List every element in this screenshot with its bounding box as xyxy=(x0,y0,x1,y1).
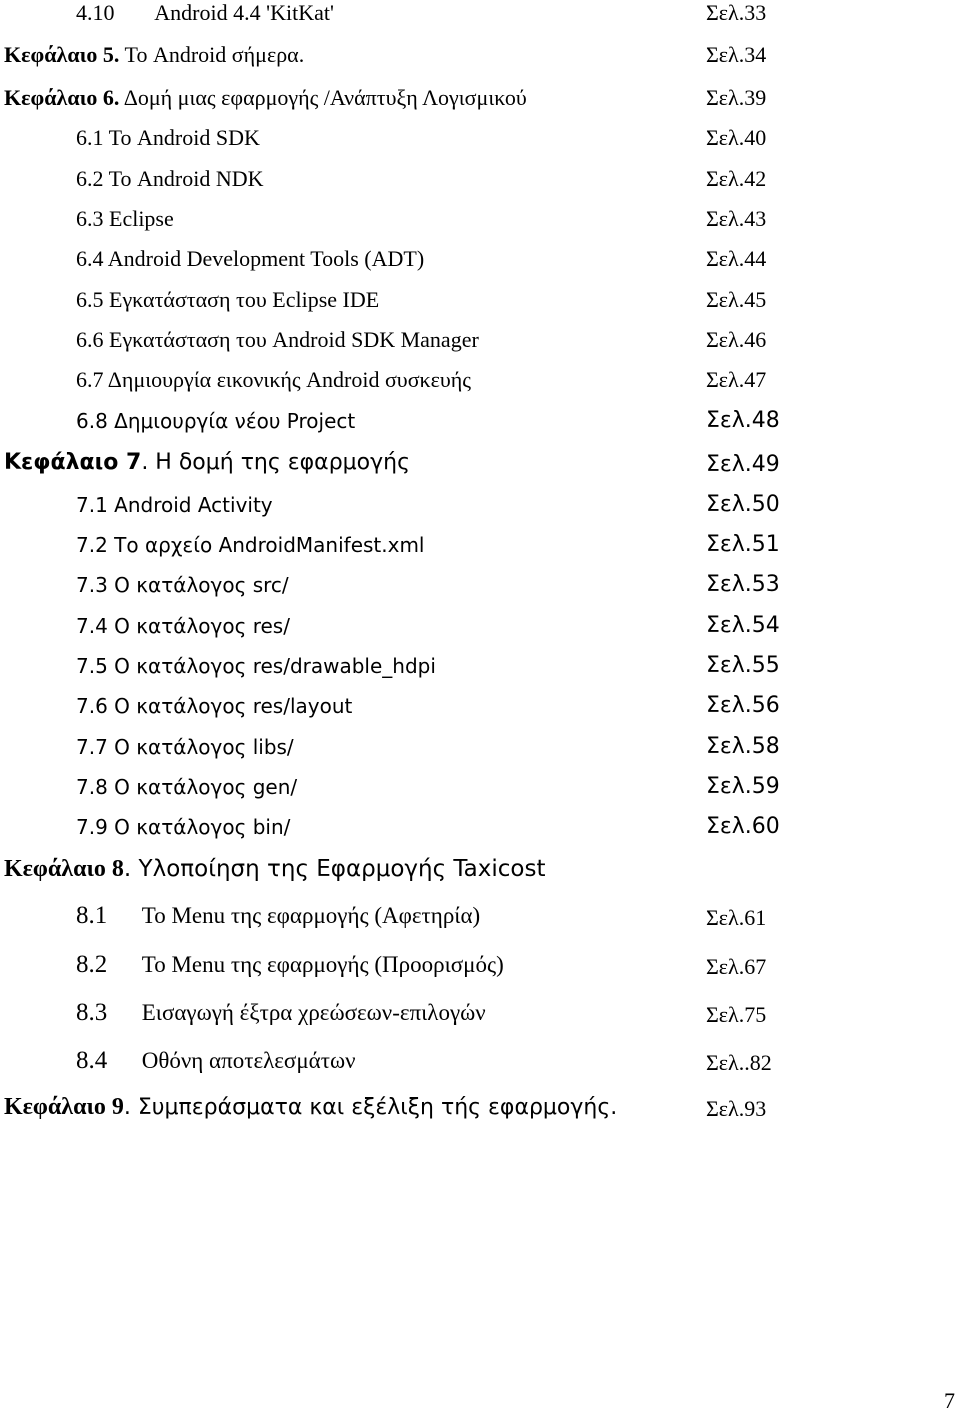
entry-page: Σελ.34 xyxy=(706,42,767,67)
entry-page: Σελ.56 xyxy=(706,693,780,718)
entry-page: Σελ.54 xyxy=(706,613,780,638)
toc-chapter-7 xyxy=(4,450,410,476)
toc-entry-7-6: 7.6 Ο κατάλογος res/layout xyxy=(76,694,353,718)
entry-page: Σελ.51 xyxy=(706,532,780,557)
entry-page: Σελ.93 xyxy=(706,1096,767,1121)
entry-page: Σελ.59 xyxy=(706,774,780,799)
toc-chapter-5 xyxy=(4,42,304,68)
entry-page: Σελ.58 xyxy=(706,734,780,759)
chapter-title: Το Android σήμερα. xyxy=(124,42,305,67)
entry-page: Σελ.43 xyxy=(706,206,767,231)
entry-number: 8.1 xyxy=(76,902,108,929)
entry-title: Εισαγωγή έξτρα χρεώσεων-επιλογών xyxy=(141,1000,486,1025)
entry-page: Σελ.60 xyxy=(706,814,780,839)
entry-title: Android 4.4 'KitKat' xyxy=(154,0,334,25)
entry-page: Σελ.49 xyxy=(706,452,780,477)
entry-page: Σελ.53 xyxy=(706,572,780,597)
toc-entry-7-9: 7.9 Ο κατάλογος bin/ xyxy=(76,815,291,839)
toc-entry-6-6: 6.6 Εγκατάσταση του Android SDK Manager xyxy=(76,327,479,352)
toc-entry-8-2 xyxy=(76,952,504,978)
entry-page: Σελ.44 xyxy=(706,246,767,271)
chapter-label: Κεφάλαιο 5. xyxy=(4,42,120,67)
toc-entry-8-4 xyxy=(76,1048,356,1074)
toc-entry-7-5: 7.5 Ο κατάλογος res/drawable_hdpi xyxy=(76,654,436,678)
toc-entry-7-1: 7.1 Android Activity xyxy=(76,493,273,517)
chapter-label: Κεφάλαιο 9 xyxy=(4,1094,124,1120)
toc-chapter-6 xyxy=(4,85,527,111)
chapter-title: . Η δομή της εφαρμογής xyxy=(141,450,410,475)
chapter-title: . Συμπεράσματα και εξέλιξη τής εφαρμογής. xyxy=(123,1095,618,1120)
entry-page: Σελ.48 xyxy=(706,408,780,433)
toc-entry-7-4: 7.4 Ο κατάλογος res/ xyxy=(76,614,290,638)
toc-entry-6-1: 6.1 Το Android SDK xyxy=(76,125,260,150)
entry-number: 8.2 xyxy=(76,951,108,978)
toc-entry-6-5: 6.5 Εγκατάσταση του Eclipse IDE xyxy=(76,287,380,312)
toc-entry-8-3 xyxy=(76,1000,486,1026)
toc-entry-6-2: 6.2 Το Android NDK xyxy=(76,166,264,191)
page-number: 7 xyxy=(944,1388,955,1413)
toc-entry-8-1 xyxy=(76,903,480,929)
toc-entry-4-10 xyxy=(76,0,334,26)
entry-page: Σελ.67 xyxy=(706,954,767,979)
entry-number: 8.3 xyxy=(76,999,108,1026)
entry-page: Σελ.47 xyxy=(706,367,767,392)
entry-page: Σελ.42 xyxy=(706,166,767,191)
entry-page: Σελ.75 xyxy=(706,1002,767,1027)
chapter-title: . Υλοποίηση της Εφαρμογής Taxicost xyxy=(123,856,546,882)
toc-entry-6-7: 6.7 Δημιουργία εικονικής Android συσκευής xyxy=(76,367,471,392)
toc-entry-6-3: 6.3 Eclipse xyxy=(76,206,174,231)
entry-number: 8.4 xyxy=(76,1047,108,1074)
toc-entry-7-8: 7.8 Ο κατάλογος gen/ xyxy=(76,775,298,799)
entry-title: Το Menu της εφαρμογής (Προορισμός) xyxy=(141,952,504,977)
toc-chapter-8 xyxy=(4,856,545,882)
entry-page: Σελ.55 xyxy=(706,653,780,678)
entry-title: Οθόνη αποτελεσμάτων xyxy=(141,1048,356,1073)
toc-entry-7-2: 7.2 Το αρχείο AndroidManifest.xml xyxy=(76,533,425,557)
entry-title: Το Menu της εφαρμογής (Αφετηρία) xyxy=(141,903,481,928)
toc-chapter-9 xyxy=(4,1094,617,1121)
toc-entry-7-3: 7.3 Ο κατάλογος src/ xyxy=(76,573,289,597)
entry-page: Σελ.50 xyxy=(706,492,780,517)
entry-page: Σελ.46 xyxy=(706,327,767,352)
entry-page: Σελ.40 xyxy=(706,125,767,150)
entry-page: Σελ.45 xyxy=(706,287,767,312)
toc-entry-6-4: 6.4 Android Development Tools (ADT) xyxy=(76,246,425,271)
chapter-label: Κεφάλαιο 7 xyxy=(4,450,142,475)
chapter-label: Κεφάλαιο 8 xyxy=(4,856,124,882)
entry-page: Σελ.33 xyxy=(706,0,767,25)
entry-page: Σελ..82 xyxy=(706,1050,772,1075)
chapter-label: Κεφάλαιο 6. xyxy=(4,85,120,110)
entry-page: Σελ.39 xyxy=(706,85,767,110)
chapter-title: Δομή μιας εφαρμογής /Ανάπτυξη Λογισμικού xyxy=(123,85,527,110)
entry-page: Σελ.61 xyxy=(706,905,767,930)
toc-entry-6-8: 6.8 Δημιουργία νέου Project xyxy=(76,409,356,433)
toc-entry-7-7: 7.7 Ο κατάλογος libs/ xyxy=(76,735,294,759)
entry-number: 4.10 xyxy=(76,0,115,25)
